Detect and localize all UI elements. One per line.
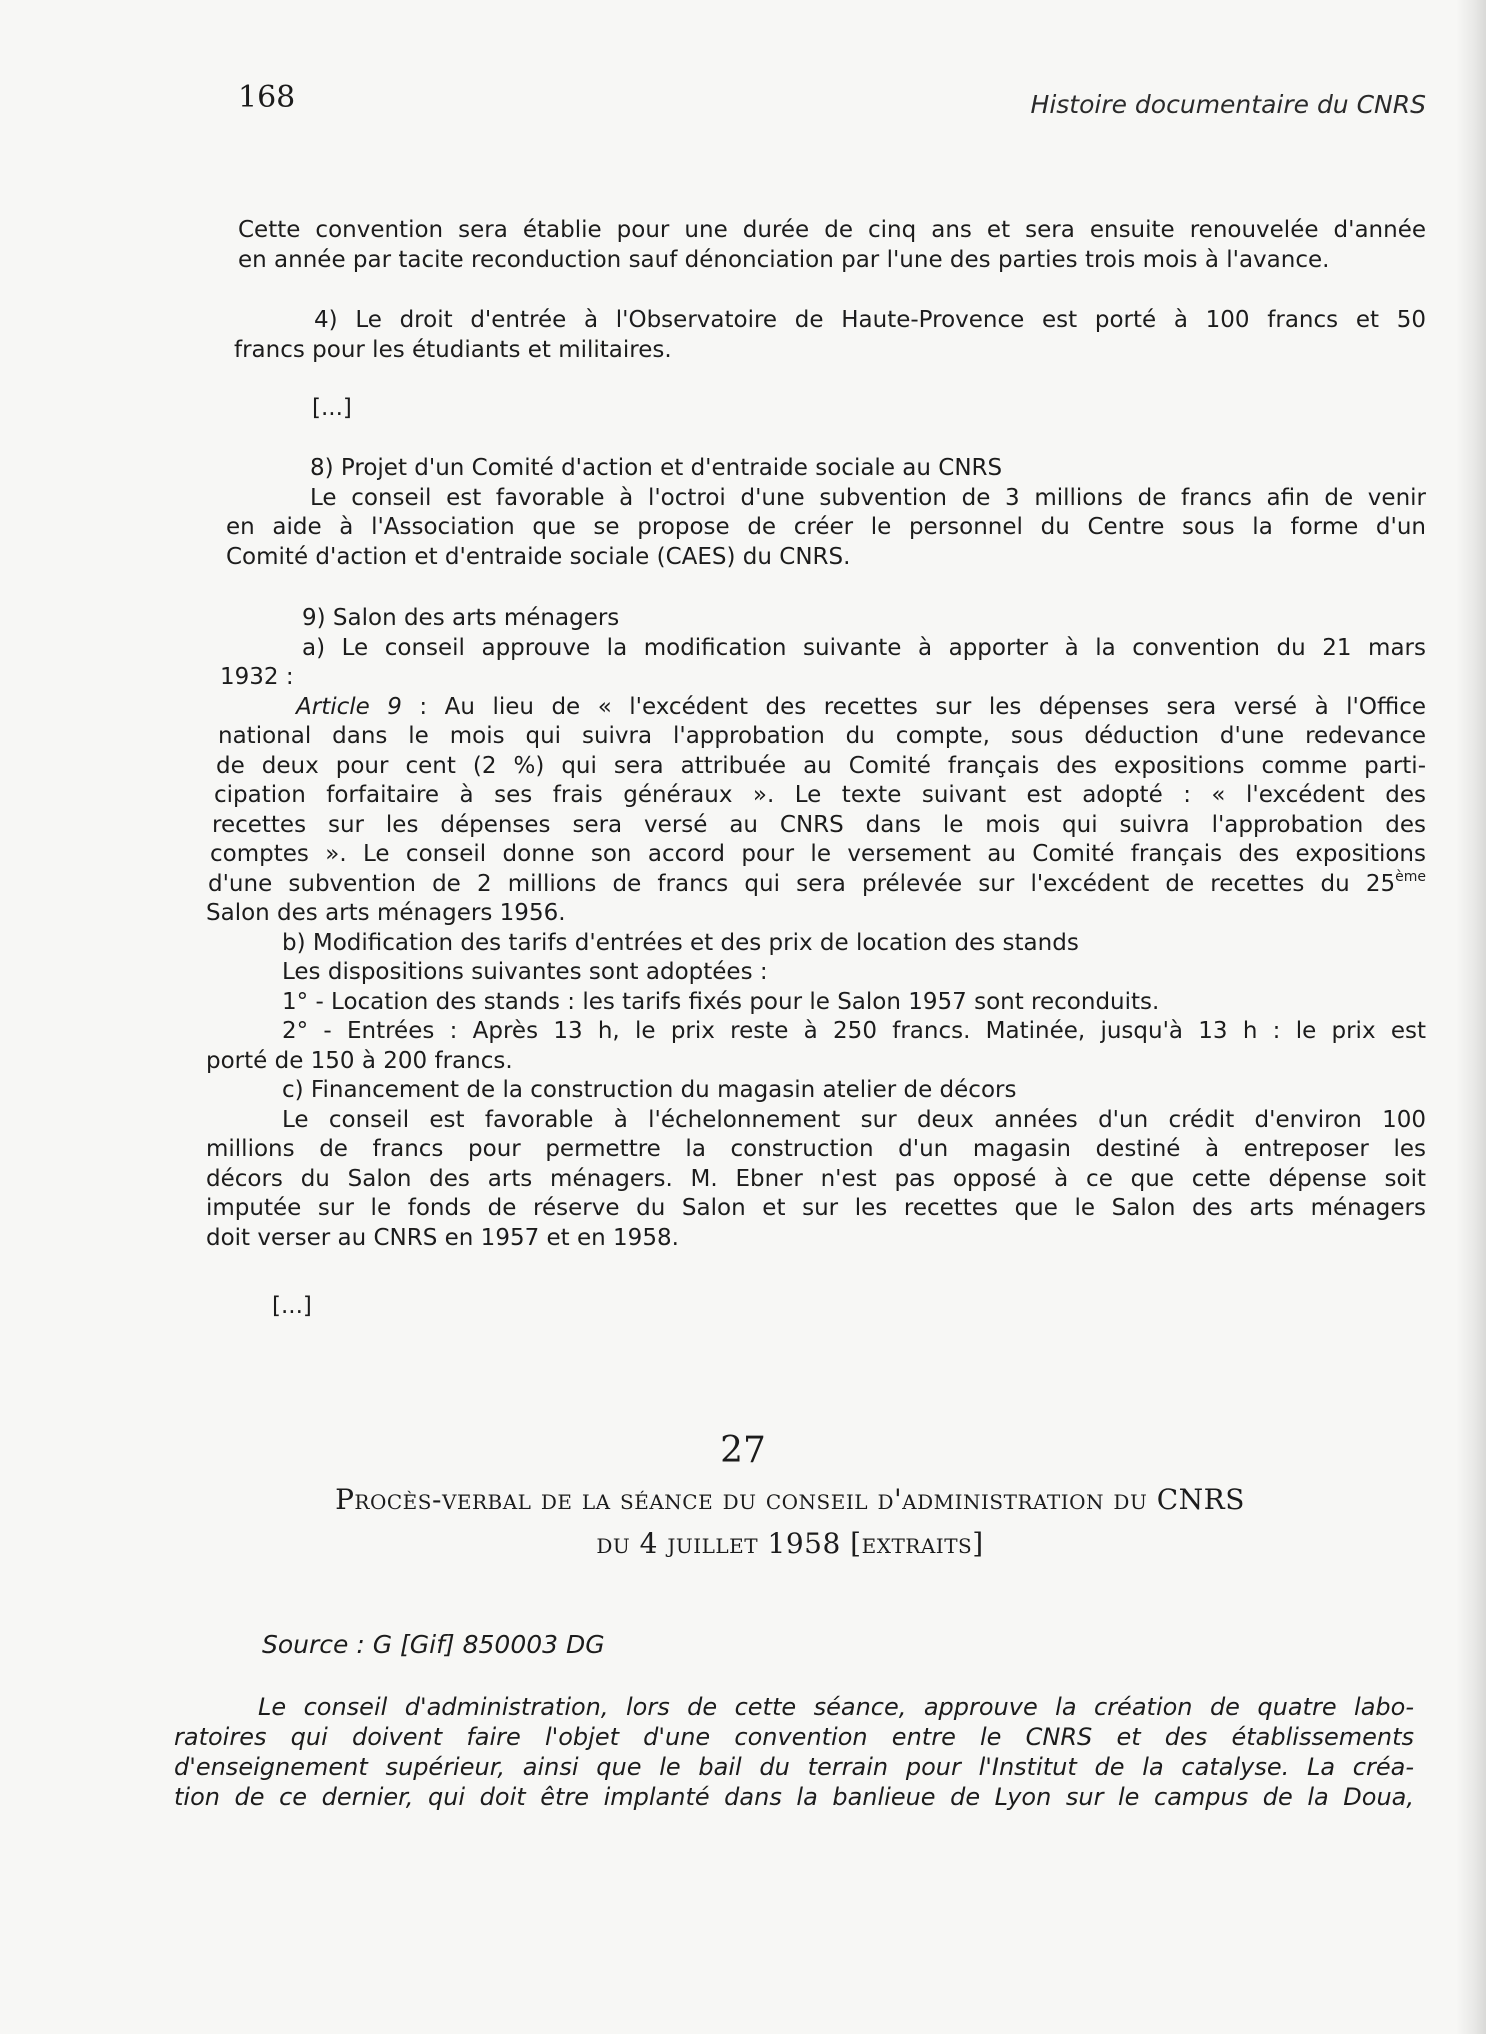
text-line: tion de ce dernier, qui doit être implanté dans la banlieue de Lyon sur le campus de la Doua, <box>174 1783 1414 1811</box>
text-line: Cette convention sera établie pour une durée de cinq ans et sera ensuite renouvelée d'année <box>238 217 1426 243</box>
salon-heading: 9) Salon des arts ménagers <box>302 605 620 631</box>
section-salon <box>206 604 1426 1253</box>
text-line: a) Le conseil approuve la modification suivante à apporter à la convention du 21 mars <box>302 634 1426 661</box>
text-line: Le conseil est favorable à l'octroi d'une subvention de 3 millions de francs afin de venir <box>310 484 1426 511</box>
text-line: recettes sur les dépenses sera versé au CNRS dans le mois qui suivra l'approbation des <box>212 811 1426 838</box>
ellipsis <box>312 394 352 424</box>
page-edge-shadow <box>1456 0 1486 2034</box>
running-title: Histoire documentaire du CNRS <box>1030 90 1426 119</box>
text-line: comptes ». Le conseil donne son accord pour le versement au Comité français des expositions <box>210 841 1426 867</box>
text-line: millions de francs pour permettre la construction d'un magasin destiné à entreposer les <box>206 1136 1426 1162</box>
ellipsis-text: [...] <box>312 395 352 421</box>
text-line: en année par tacite reconduction sauf dénonciation par l'une des parties trois mois à l'avance. <box>238 246 1330 273</box>
text-line: Le conseil est favorable à l'échelonnement sur deux années d'un crédit d'environ 100 <box>282 1106 1426 1133</box>
list-item: 2° - Entrées : Après 13 h, le prix reste à 250 francs. Matinée, jusqu'à 13 h : le prix est <box>282 1018 1426 1044</box>
document-title-line: du 4 juillet 1958 [extraits] <box>596 1527 984 1560</box>
text-line: cipation forfaitaire à ses frais généraux ». Le texte suivant est adopté : « l'excédent des <box>214 782 1426 808</box>
text-line-with-superscript <box>206 870 1426 900</box>
subsection-b-heading: b) Modification des tarifs d'entrées et des prix de location des stands <box>282 929 1079 956</box>
document-title <box>160 1478 1420 1566</box>
text-line: Le conseil d'administration, lors de cette séance, approuve la création de quatre labo- <box>258 1693 1414 1721</box>
text-line: de deux pour cent (2 %) qui sera attribuée au Comité français des expositions comme parti- <box>216 752 1426 779</box>
paragraph-comite-action <box>226 454 1426 572</box>
paragraph-convention <box>238 216 1426 275</box>
text-line: doit verser au CNRS en 1957 et en 1958. <box>206 1224 679 1251</box>
superscript: ème <box>1395 868 1426 885</box>
text-line: en aide à l'Association que se propose de créer le personnel du Centre sous la forme d'un <box>226 514 1426 540</box>
document-number: 27 <box>720 1430 766 1471</box>
text-line: Comité d'action et d'entraide sociale (CAES) du CNRS. <box>226 543 851 570</box>
text-line: Les dispositions suivantes sont adoptées : <box>282 959 768 985</box>
paragraph-observatoire <box>234 306 1426 365</box>
text-line: décors du Salon des arts ménagers. M. Ebner n'est pas opposé à ce que cette dépense soit <box>206 1165 1426 1192</box>
paragraph-intro <box>174 1692 1414 1812</box>
article-label: Article 9 <box>296 693 402 720</box>
list-item: 1° - Location des stands : les tarifs fixés pour le Salon 1957 sont reconduits. <box>282 988 1160 1015</box>
document-title-line: Procès-verbal de la séance du conseil d'administration du CNRS <box>335 1483 1245 1516</box>
text-line: d'enseignement supérieur, ainsi que le bail du terrain pour l'Institut de la catalyse. La créa- <box>174 1753 1414 1781</box>
text-line: 8) Projet d'un Comité d'action et d'entraide sociale au CNRS <box>310 455 1003 481</box>
text-line: 1932 : <box>220 664 294 690</box>
subsection-c-heading: c) Financement de la construction du magasin atelier de décors <box>282 1077 1017 1103</box>
text-line: francs pour les étudiants et militaires. <box>234 336 672 363</box>
ellipsis-text: [...] <box>272 1293 312 1319</box>
text-line: ratoires qui doivent faire l'objet d'une convention entre le CNRS et des établissements <box>174 1723 1414 1751</box>
article-first-line <box>206 693 1426 723</box>
text-line: Salon des arts ménagers 1956. <box>206 900 566 926</box>
ellipsis <box>272 1292 312 1322</box>
text-segment: d'une subvention de 2 millions de francs qui sera prélevée sur l'excédent de recettes du 25 <box>208 870 1396 897</box>
article-text: : Au lieu de « l'excédent des recettes sur les dépenses sera versé à l'Office <box>401 693 1427 720</box>
text-line: national dans le mois qui suivra l'approbation du compte, sous déduction d'une redevance <box>218 723 1426 749</box>
text-line: 4) Le droit d'entrée à l'Observatoire de Haute-Provence est porté à 100 francs et 50 <box>314 307 1426 333</box>
document-source: Source : G [Gif] 850003 DG <box>262 1630 605 1659</box>
text-line: imputée sur le fonds de réserve du Salon et sur les recettes que le Salon des arts ménagers <box>206 1195 1426 1221</box>
page-number: 168 <box>238 80 296 115</box>
text-line: porté de 150 à 200 francs. <box>206 1047 513 1074</box>
